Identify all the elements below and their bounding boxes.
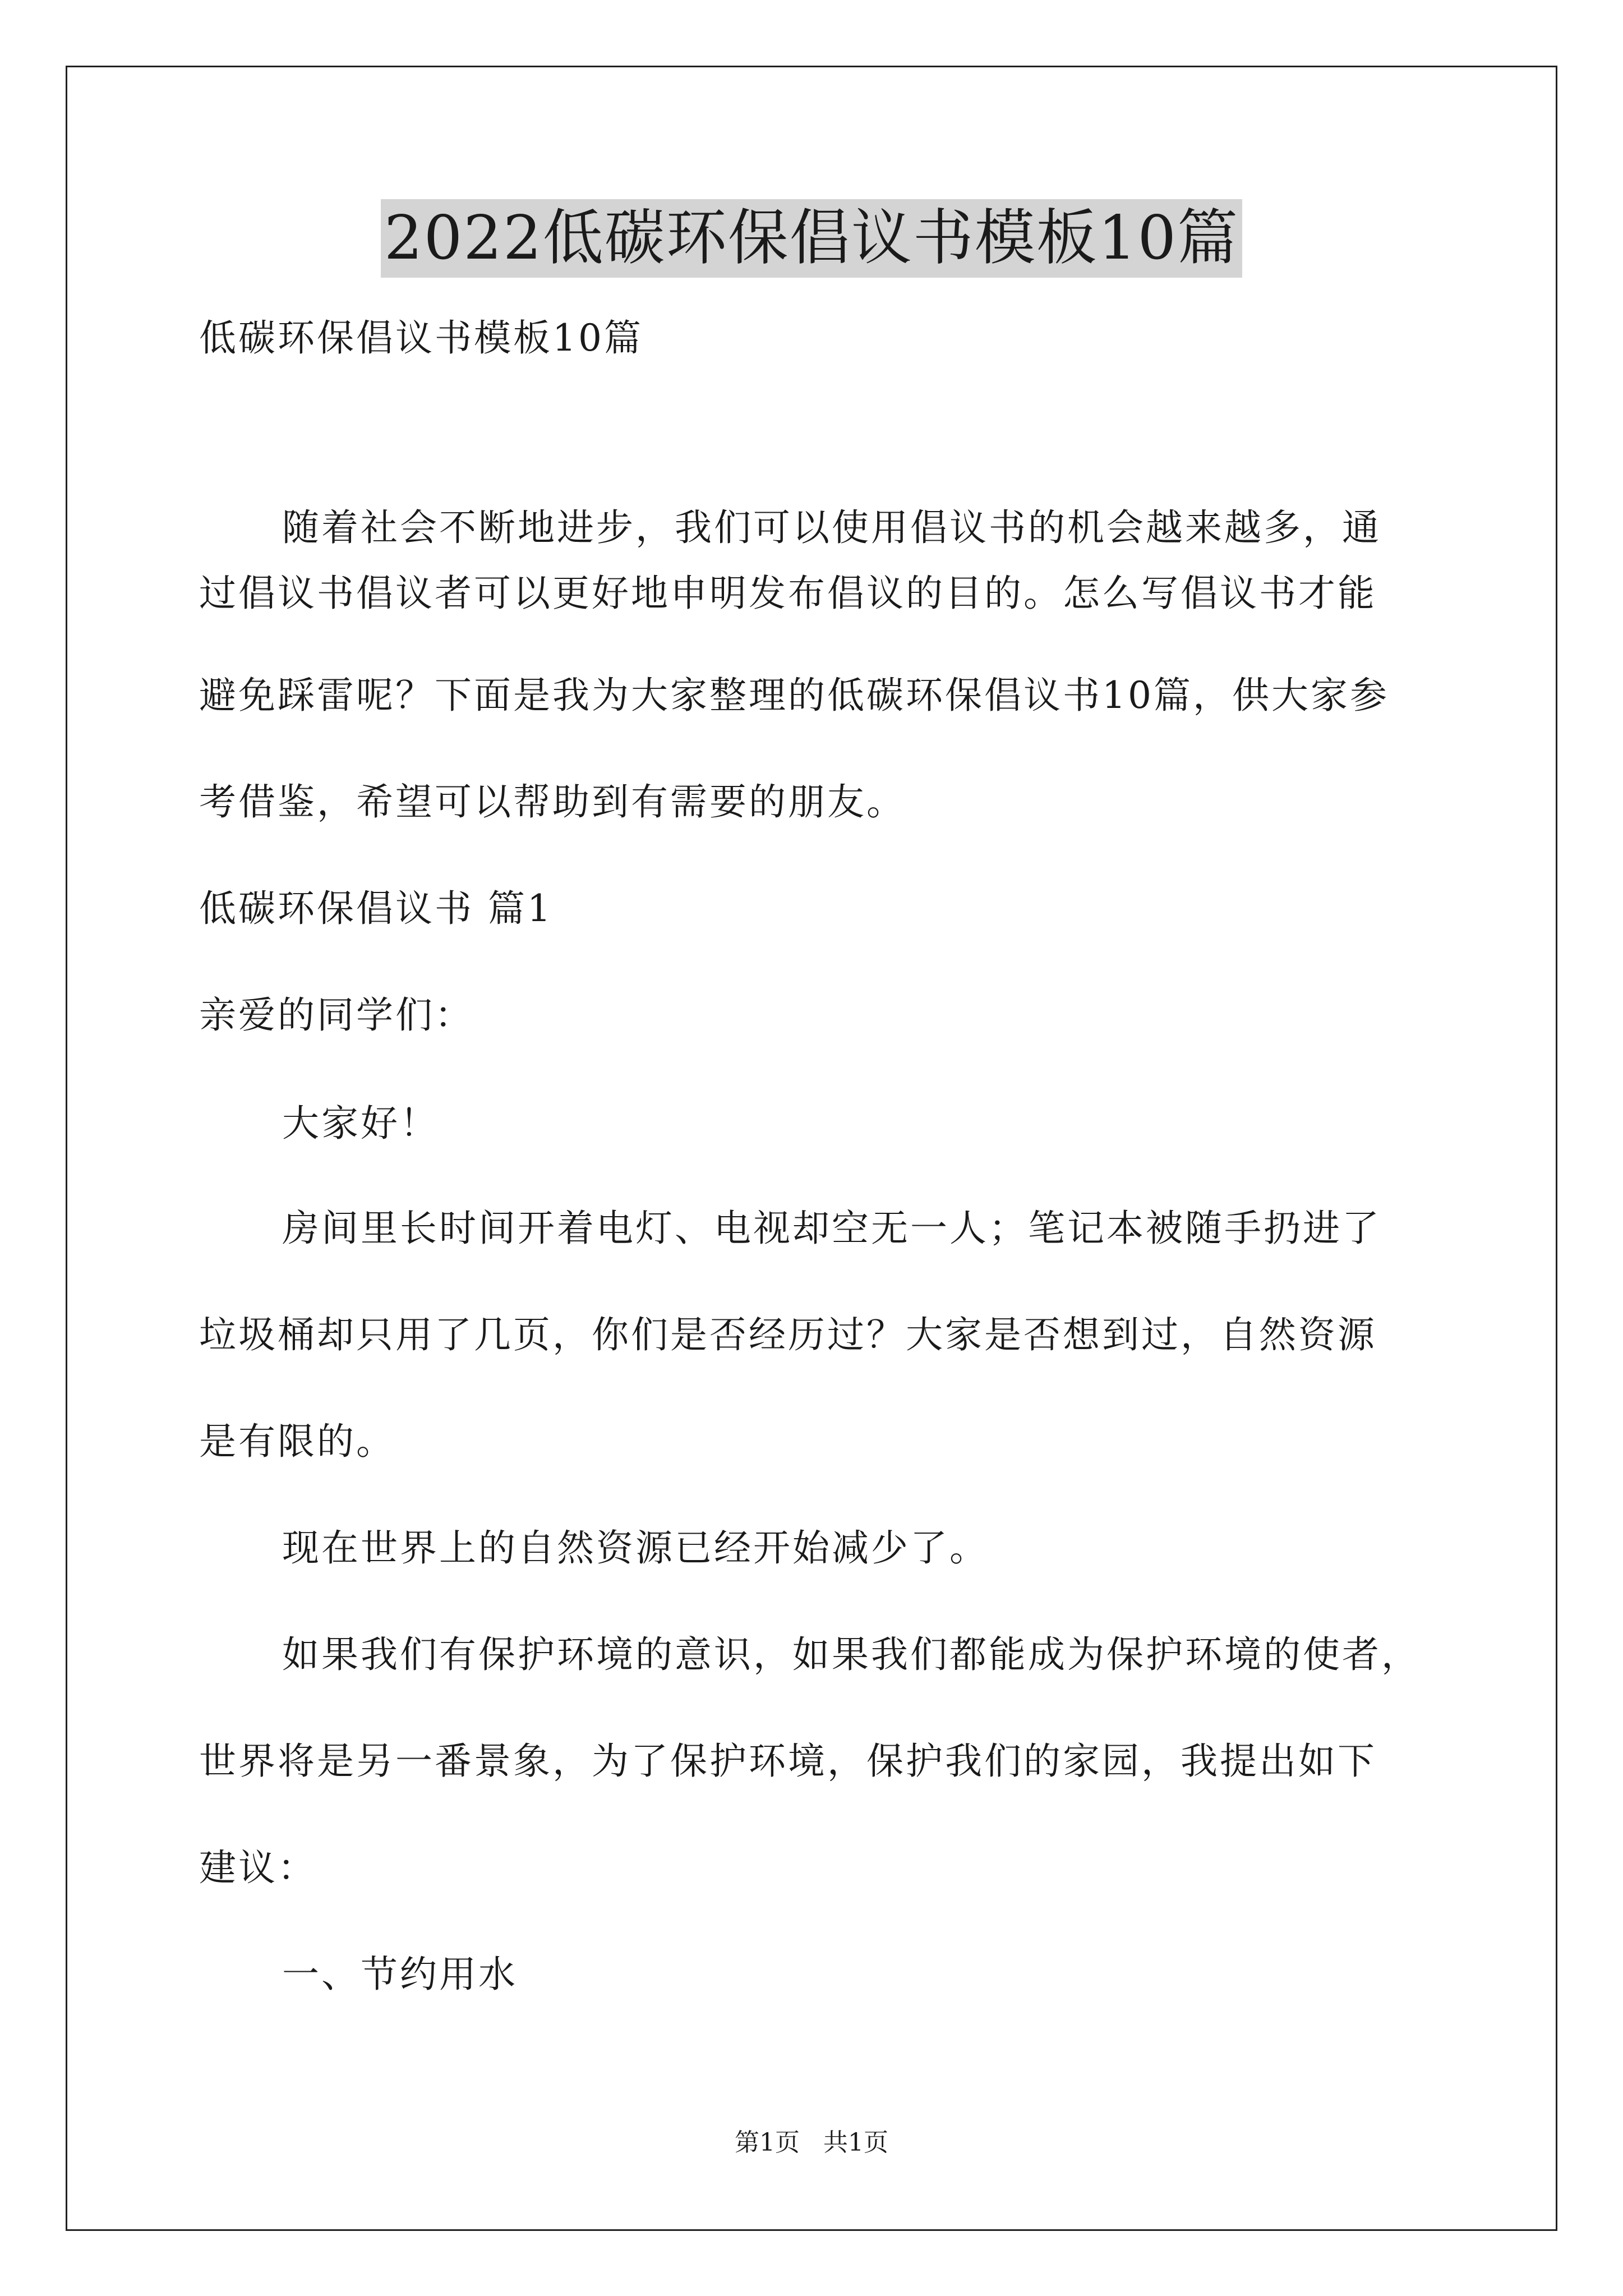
page-total: 共1页 — [823, 2128, 888, 2157]
title-container — [0, 199, 1623, 278]
paragraph-line: 考借鉴，希望可以帮助到有需要的朋友。 — [199, 780, 906, 823]
paragraph-line: 垃圾桶却只用了几页，你们是否经历过？大家是否想到过，自然资源 — [199, 1313, 1377, 1356]
paragraph-line: 如果我们有保护环境的意识，如果我们都能成为保护环境的使者， — [282, 1633, 1421, 1676]
paragraph-line: 世界将是另一番景象，为了保护环境，保护我们的家园，我提出如下 — [199, 1740, 1377, 1783]
paragraph-line: 过倡议书倡议者可以更好地申明发布倡议的目的。怎么写倡议书才能 — [199, 572, 1377, 615]
paragraph-line: 一、节约用水 — [282, 1953, 518, 1996]
paragraph-line: 大家好！ — [282, 1102, 439, 1145]
section-heading: 低碳环保倡议书 篇1 — [199, 887, 553, 930]
document-title: 2022低碳环保倡议书模板10篇 — [381, 199, 1242, 278]
page-current: 第1页 — [735, 2128, 800, 2157]
greeting-line: 亲爱的同学们： — [199, 993, 474, 1037]
paragraph-line: 避免踩雷呢？下面是我为大家整理的低碳环保倡议书10篇，供大家参 — [199, 674, 1389, 717]
paragraph-line: 随着社会不断地进步，我们可以使用倡议书的机会越来越多，通 — [282, 506, 1381, 549]
paragraph-line: 现在世界上的自然资源已经开始减少了。 — [282, 1526, 989, 1570]
page-footer — [0, 2126, 1623, 2160]
paragraph-line: 是有限的。 — [199, 1420, 395, 1463]
subtitle-line: 低碳环保倡议书模板10篇 — [199, 316, 643, 360]
paragraph-line: 建议： — [199, 1846, 317, 1889]
paragraph-line: 房间里长时间开着电灯、电视却空无一人；笔记本被随手扔进了 — [282, 1207, 1381, 1250]
